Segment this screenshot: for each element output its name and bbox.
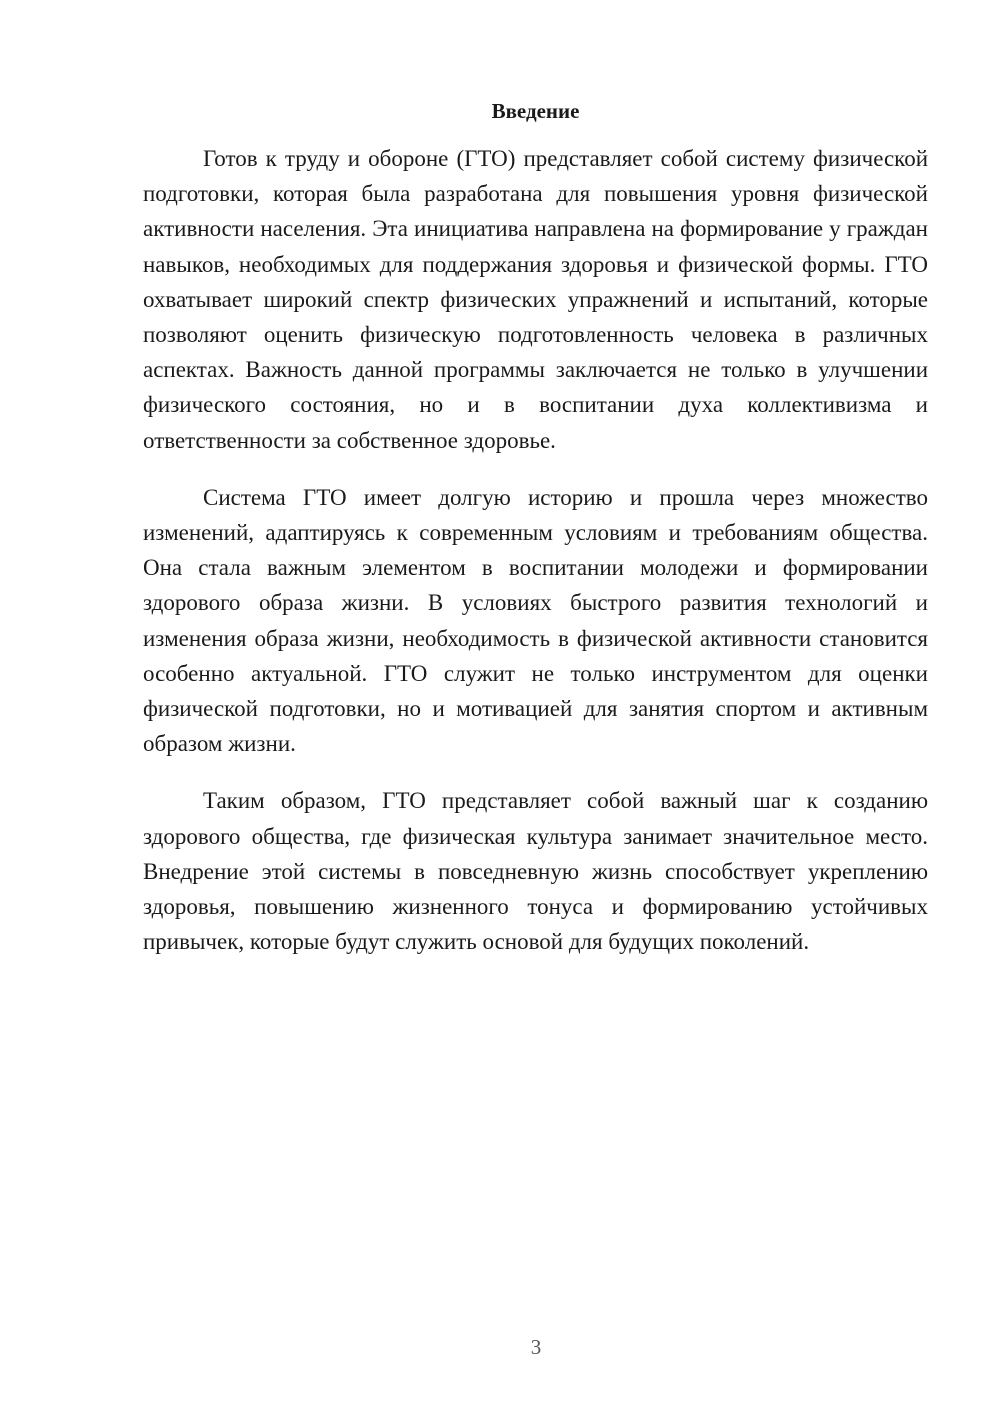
body-text — [143, 141, 928, 981]
paragraph-1: Готов к труду и обороне (ГТО) представляет собой систему физической подготовки, которая была разработана для повышения уровня физической активности населения. Эта инициатива направлена на формирование у граждан навыков, необходимых для поддержания здоровья и физической формы. ГТО охватывает широкий спектр физических упражнений и испытаний, которые позволяют оценить физическую подготовленность человека в различных аспектах. Важность данной программы заключается не только в улучшении физического состояния, но и в воспитании духа коллективизма и ответственности за собственное здоровье. — [143, 146, 928, 453]
section-heading: Введение — [491, 99, 580, 123]
paragraph-2: Система ГТО имеет долгую историю и прошла через множество изменений, адаптируясь к современным условиям и требованиям общества. Она стала важным элементом в воспитании молодежи и формировании здорового образа жизни. В условиях быстрого развития технологий и изменения образа жизни, необходимость в физической активности становится особенно актуальной. ГТО служит не только инструментом для оценки физической подготовки, но и мотивацией для занятия спортом и активным образом жизни. — [143, 484, 928, 757]
paragraph-3: Таким образом, ГТО представляет собой важный шаг к созданию здорового общества, где физическая культура занимает значительное место. Внедрение этой системы в повседневную жизнь способствует укреплению здоровья, повышению жизненного тонуса и формированию устойчивых привычек, которые будут служить основой для будущих поколений. — [143, 788, 928, 955]
page-number: 3 — [530, 1335, 542, 1359]
